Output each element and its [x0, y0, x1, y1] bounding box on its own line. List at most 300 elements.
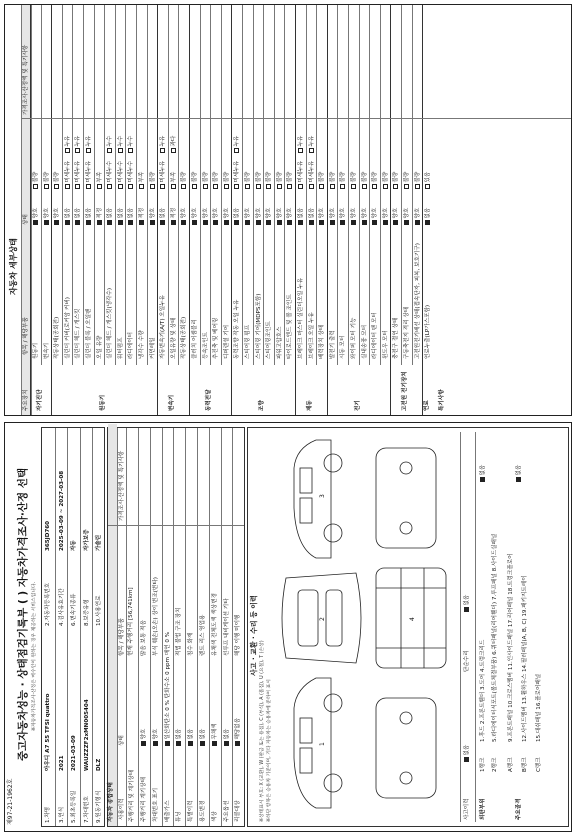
detail-option[interactable] — [160, 208, 166, 225]
summary-row-note: 부식 훼손(오손) 상이 변조(변타) — [152, 577, 159, 656]
vehicle-info-row — [80, 428, 94, 826]
detail-group-label: 동력전달 — [206, 389, 213, 411]
detail-option-text: 부족 — [139, 171, 145, 183]
summary-row-note: 해당 이행 미이행 — [235, 614, 242, 656]
summary-row-state — [212, 723, 218, 746]
detail-item-label: 워터펌프 — [117, 337, 124, 359]
detail-option[interactable] — [75, 208, 81, 225]
vehicle-info-value: WAUZZZF2xMN005404 — [83, 699, 90, 771]
detail-option-text: 없음 — [75, 207, 82, 219]
detail-item-label: 라디에이터 — [128, 331, 135, 359]
detail-option-text: 미세누유 — [234, 160, 241, 183]
summary-row-state-text: 양호 — [141, 728, 147, 740]
checkbox-icon — [192, 184, 197, 189]
detail-option-text: 없음 — [64, 207, 71, 219]
checkbox-icon — [212, 741, 217, 746]
group-separator — [231, 5, 232, 415]
detail-option-text: 불량 — [213, 171, 220, 183]
rank-table — [475, 432, 568, 822]
detail-option-text: 불량 — [351, 171, 357, 183]
detail-option[interactable] — [256, 208, 262, 225]
detail-option-text: 불량 — [276, 171, 283, 183]
detail-option[interactable] — [340, 208, 346, 225]
detail-option-text: 없음 — [308, 207, 315, 219]
checkbox-icon — [234, 184, 239, 189]
detail-option-text: 미세누유 — [75, 160, 82, 183]
detail-option[interactable] — [393, 208, 399, 225]
detail-option-text: 없음 — [234, 207, 241, 219]
summary-header — [117, 428, 126, 826]
detail-option[interactable] — [192, 172, 198, 189]
svg-text:4: 4 — [409, 617, 416, 621]
accident-label: 사고이력 — [464, 798, 470, 820]
detail-option[interactable] — [224, 208, 230, 225]
checkbox-icon — [351, 184, 356, 189]
checkbox-icon — [65, 184, 70, 189]
detail-option[interactable] — [97, 172, 103, 189]
right-title: 자동차 세부상태 — [9, 238, 18, 295]
vehicle-info-value-2: 365JD760 — [45, 520, 51, 551]
checkbox-icon — [139, 184, 144, 189]
checkbox-icon — [235, 741, 240, 746]
detail-option[interactable] — [107, 136, 113, 153]
detail-item-label: 실린더 헤드 / 개스킷 — [75, 308, 82, 359]
detail-option[interactable] — [319, 172, 325, 189]
checkbox-icon — [97, 220, 102, 225]
summary-row-state — [188, 729, 194, 746]
detail-option[interactable] — [192, 208, 198, 225]
group-separator — [30, 5, 31, 415]
checkbox-icon — [86, 220, 91, 225]
detail-option[interactable] — [118, 161, 124, 189]
checkbox-icon — [75, 184, 80, 189]
detail-option[interactable] — [404, 172, 410, 189]
checkbox-icon — [118, 184, 123, 189]
detail-option[interactable] — [298, 136, 304, 153]
checkbox-icon — [54, 184, 59, 189]
group-separator — [189, 5, 190, 415]
detail-option[interactable] — [309, 208, 315, 225]
detail-group-label: 변속기 — [169, 394, 176, 411]
detail-option-text: 불량 — [414, 171, 421, 183]
detail-option[interactable] — [415, 172, 421, 189]
detail-item-label: 등속조인트 — [202, 331, 209, 359]
detail-option-text: 양호 — [393, 207, 400, 219]
summary-row-note: 렌트 리스 영업용 — [200, 614, 206, 656]
detail-option[interactable] — [340, 172, 346, 189]
checkbox-icon — [256, 220, 261, 225]
checkbox-icon — [415, 220, 420, 225]
checkbox-icon — [128, 184, 133, 189]
rank2-label: 2랭크 — [492, 757, 498, 772]
vehicle-info-label-2: 6.변속기종류 — [71, 593, 78, 626]
detail-option-text: 양호 — [361, 207, 368, 219]
rankB-label: B랭크 — [522, 757, 528, 772]
summary-row-state-text: 양호 — [152, 728, 159, 740]
detail-item-label: 실린더 블록 / 오일팬 — [86, 308, 92, 359]
detail-option[interactable] — [277, 208, 283, 225]
checkbox-icon — [86, 184, 91, 189]
detail-option[interactable] — [54, 208, 60, 225]
detail-option[interactable] — [383, 172, 389, 189]
checkbox-icon — [393, 220, 398, 225]
checkbox-icon — [65, 148, 70, 153]
detail-option[interactable] — [65, 136, 71, 153]
checkbox-icon — [256, 184, 261, 189]
detail-option-text: 양호 — [414, 207, 421, 219]
summary-row-label: 배출가스 — [164, 800, 171, 822]
detail-option[interactable] — [319, 208, 325, 225]
checkbox-icon — [330, 184, 335, 189]
detail-option[interactable] — [351, 208, 357, 225]
detail-option-text: 양호 — [276, 207, 283, 219]
detail-option[interactable] — [44, 172, 50, 189]
rankB-parts: 12.사이드멤버 13.휠하우스 14.필러패널(A, B, C) 19.패키지트레이 — [522, 575, 528, 742]
checkbox-icon — [44, 184, 49, 189]
checkbox-icon — [404, 184, 409, 189]
group-separator — [390, 5, 391, 415]
checkbox-icon — [319, 220, 324, 225]
detail-option[interactable] — [330, 172, 336, 189]
checkbox-icon — [192, 220, 197, 225]
checkbox-icon — [372, 184, 377, 189]
detail-group-label: 연료 — [423, 400, 430, 411]
detail-item-label: 발전기 출력 — [329, 330, 336, 359]
right-page — [4, 4, 572, 416]
summary-divider — [108, 525, 244, 526]
detail-item-label: 자동변속기(A/T) 오일누유 — [160, 295, 167, 359]
summary-row-state-text: 무채색 — [211, 723, 218, 740]
detail-option[interactable] — [181, 208, 187, 225]
page-title: 중고자동차성능 · 상태점검기록부 ( ) 자동차가격조사·산정 선택 — [17, 467, 29, 761]
checkbox-icon — [224, 741, 229, 746]
detail-option[interactable] — [97, 208, 103, 225]
detail-option[interactable] — [383, 208, 389, 225]
detail-option-text: 누유 — [86, 135, 92, 147]
vehicle-info-value-2: 가솔린 — [96, 534, 103, 551]
checkbox-icon — [160, 148, 165, 153]
checkbox-icon — [33, 220, 38, 225]
summary-row-label: 리콜대상 — [235, 800, 242, 822]
detail-option[interactable] — [139, 172, 145, 189]
rank1-label: 1랭크 — [480, 757, 486, 772]
detail-option-text: 적정 — [96, 207, 103, 219]
checkbox-icon — [351, 220, 356, 225]
detail-option[interactable] — [266, 172, 272, 189]
detail-option-text: 양호 — [192, 207, 198, 219]
detail-option[interactable] — [54, 172, 60, 189]
checkbox-icon — [393, 184, 398, 189]
detail-item-label: 오일 유량 — [96, 335, 103, 359]
detail-option[interactable] — [150, 172, 156, 189]
summary-row-state-text: 없음 — [176, 728, 183, 740]
detail-option-text: 없음 — [160, 207, 167, 219]
detail-item-label: 클러치 어셈블리 — [192, 319, 198, 359]
summary-row-note: 침수 화재 — [188, 632, 195, 656]
group-separator — [327, 5, 328, 415]
detail-option-text: 미세누유 — [308, 160, 315, 183]
detail-option[interactable] — [415, 208, 421, 225]
detail-option[interactable] — [118, 208, 124, 225]
detail-option[interactable] — [107, 208, 113, 225]
detail-option[interactable] — [234, 208, 240, 225]
mileage-label: 주행거리 및 계기상태 — [129, 769, 135, 822]
detail-option[interactable] — [65, 208, 71, 225]
detail-option-text: 불량 — [149, 171, 156, 183]
detail-option[interactable] — [160, 136, 166, 153]
checkbox-icon — [404, 220, 409, 225]
summary-header-2: 항목 / 해당부품 — [119, 618, 125, 656]
accident-section — [247, 427, 569, 827]
detail-option[interactable] — [44, 208, 50, 225]
summary-header-3: 가격조사·산정액 및 특기사항 — [119, 450, 125, 521]
detail-item-label: 스티어링 펌프 — [245, 324, 251, 359]
detail-option[interactable] — [287, 172, 293, 189]
svg-text:3: 3 — [319, 494, 326, 498]
detail-option-text: 불량 — [372, 171, 379, 183]
summary-row-label: 색상 — [211, 811, 218, 822]
right-rows — [30, 5, 560, 415]
detail-option[interactable] — [393, 172, 399, 189]
detail-option[interactable] — [351, 172, 357, 189]
detail-option[interactable] — [75, 161, 81, 189]
checkbox-icon — [33, 184, 38, 189]
detail-option[interactable] — [245, 172, 251, 189]
detail-option-text: 양호 — [245, 207, 251, 219]
detail-option[interactable] — [171, 136, 177, 153]
checkbox-icon — [200, 741, 205, 746]
summary-row-state — [235, 718, 241, 746]
checkbox-icon — [287, 220, 292, 225]
detail-option-text: 불량 — [33, 171, 39, 183]
detail-option[interactable] — [171, 172, 177, 189]
detail-option-text: 불량 — [54, 171, 61, 183]
detail-option[interactable] — [107, 161, 113, 189]
detail-option[interactable] — [234, 136, 240, 153]
detail-option[interactable] — [362, 208, 368, 225]
detail-option-text: 부족 — [170, 171, 177, 183]
repair-value — [464, 595, 470, 612]
detail-option-text: 양호 — [329, 207, 336, 219]
checkbox-icon — [160, 220, 165, 225]
rankC-parts: 15.대쉬패널 16.플로어패널 — [536, 673, 542, 742]
checkbox-icon — [86, 148, 91, 153]
detail-item-label: 스티어링조인트 — [266, 321, 273, 359]
rankC-label: C랭크 — [536, 757, 542, 772]
detail-item-label: 브레이크 오일 누유 — [308, 312, 315, 359]
detail-item-label: 동력조향 작동 오일 누유 — [234, 299, 241, 359]
detail-option[interactable] — [65, 161, 71, 189]
detail-group-label: 원동기 — [100, 394, 107, 411]
detail-option-text: 누수 — [107, 135, 114, 147]
checkbox-icon — [171, 148, 176, 153]
detail-option[interactable] — [150, 208, 156, 225]
detail-option[interactable] — [213, 208, 219, 225]
detail-item-label: 라디에이터 팬 모터 — [372, 312, 379, 359]
detail-option[interactable] — [213, 172, 219, 189]
detail-option[interactable] — [33, 208, 39, 225]
checkbox-icon — [97, 184, 102, 189]
detail-option[interactable] — [362, 172, 368, 189]
detail-option-text: 불량 — [43, 171, 50, 183]
summary-row-state — [165, 632, 171, 746]
summary-header-0: 사용이력 — [119, 798, 125, 820]
checkbox-icon — [118, 220, 123, 225]
checkbox-icon — [213, 220, 218, 225]
detail-option-text: 불량 — [340, 171, 347, 183]
summary-row-label: 튜닝 — [176, 811, 183, 822]
detail-option-text: 미세누유 — [64, 160, 71, 183]
checkbox-icon — [277, 220, 282, 225]
checkbox-icon — [415, 184, 420, 189]
detail-option-text: 있음 — [425, 171, 432, 183]
detail-option-text: 양호 — [202, 207, 209, 219]
checkbox-icon — [245, 184, 250, 189]
detail-option-text: 양호 — [43, 207, 50, 219]
detail-option[interactable] — [425, 172, 431, 189]
detail-option-text: 양호 — [149, 207, 156, 219]
checkbox-icon — [224, 184, 229, 189]
detail-option[interactable] — [75, 136, 81, 153]
rank1-parts: 1.후드 2.프론트휀더 3.도어 4.트렁크리드 — [480, 639, 486, 742]
summary-row-state-text: 없음 — [188, 728, 195, 740]
checkbox-icon — [150, 220, 155, 225]
detail-option[interactable] — [404, 208, 410, 225]
detail-option[interactable] — [245, 208, 251, 225]
repair-label: 단순수리 — [464, 650, 470, 672]
checkbox-icon — [118, 148, 123, 153]
outer-state-text: 없음 — [480, 464, 486, 476]
detail-option-text: 양호 — [266, 207, 273, 219]
checkbox-icon — [309, 184, 314, 189]
checkbox-icon — [75, 220, 80, 225]
detail-option-text: 적정 — [170, 207, 177, 219]
detail-option-text: 적정 — [139, 207, 145, 219]
right-header-3: 가격조사·산정액 및 특기사항 — [23, 44, 29, 115]
detail-option[interactable] — [171, 208, 177, 225]
detail-item-label: 타이로드엔드 및 볼 조인트 — [287, 294, 294, 359]
vehicle-info-label-2: 8.보증유형 — [83, 599, 90, 626]
detail-option[interactable] — [309, 161, 315, 189]
vehicle-info-value-2: 자동 — [71, 540, 78, 551]
checkbox-icon — [181, 184, 186, 189]
detail-item-label: 브레이크 마스터 실린더오일 누유 — [298, 278, 304, 359]
detail-option[interactable] — [372, 208, 378, 225]
summary-row-note: 선루프 내비게이션 기타 — [223, 598, 230, 656]
checkbox-icon — [383, 184, 388, 189]
detail-option[interactable] — [224, 172, 230, 189]
detail-option[interactable] — [277, 172, 283, 189]
frame-state-text: 없음 — [516, 464, 522, 476]
detail-option-text: 없음 — [86, 207, 92, 219]
detail-option[interactable] — [298, 161, 304, 189]
detail-option[interactable] — [86, 208, 92, 225]
checkbox-icon — [234, 220, 239, 225]
detail-option[interactable] — [203, 208, 209, 225]
detail-option-text: 불량 — [319, 171, 326, 183]
checkbox-icon — [362, 184, 367, 189]
checkbox-icon — [128, 148, 133, 153]
detail-option-text: 불량 — [404, 171, 410, 183]
detail-item-label: 실린더 커버(로커암 커버) — [64, 297, 71, 359]
detail-option[interactable] — [372, 172, 378, 189]
detail-option[interactable] — [128, 161, 134, 189]
detail-item-label: 원동기 — [33, 342, 39, 359]
summary-row-note: 많음 보통 적음 — [141, 620, 147, 656]
checkbox-icon — [309, 220, 314, 225]
detail-option[interactable] — [234, 161, 240, 189]
detail-option-text: 불량 — [255, 171, 262, 183]
car-diagram — [276, 434, 456, 818]
detail-option[interactable] — [298, 208, 304, 225]
detail-option[interactable] — [425, 208, 431, 225]
summary-header-1: 상태 — [119, 735, 125, 746]
car-front-icon — [376, 698, 436, 798]
checkbox-icon — [340, 220, 345, 225]
detail-option[interactable] — [118, 136, 124, 153]
detail-option[interactable] — [181, 172, 187, 189]
detail-item-label: 추진축 및 베어링 — [213, 317, 220, 359]
checkbox-icon — [160, 184, 165, 189]
checkbox-icon — [153, 741, 158, 746]
vehicle-info-label: 5.최초등록일 — [71, 790, 78, 823]
vehicle-info-label-2: 4.검사유효기간 — [58, 588, 65, 626]
detail-option-text: 누수 — [128, 135, 135, 147]
detail-option-text: 없음 — [425, 207, 432, 219]
summary-row-state — [224, 729, 230, 746]
detail-option-text: 양호 — [287, 207, 294, 219]
checkbox-icon — [150, 184, 155, 189]
checkbox-icon — [224, 220, 229, 225]
detail-option[interactable] — [266, 208, 272, 225]
detail-option[interactable] — [256, 172, 262, 189]
checkbox-icon — [319, 184, 324, 189]
detail-option[interactable] — [287, 208, 293, 225]
checkbox-icon — [298, 184, 303, 189]
checkbox-icon — [213, 184, 218, 189]
checkbox-icon — [330, 220, 335, 225]
detail-option[interactable] — [128, 208, 134, 225]
detail-option[interactable] — [160, 161, 166, 189]
detail-option-text: 미세누유 — [86, 160, 92, 183]
detail-option[interactable] — [330, 208, 336, 225]
detail-option[interactable] — [86, 161, 92, 189]
checkbox-icon — [165, 741, 170, 746]
detail-option[interactable] — [128, 136, 134, 153]
checkbox-icon — [107, 220, 112, 225]
detail-option-text: 양호 — [319, 207, 326, 219]
summary-row-label: 용도변경 — [200, 800, 206, 822]
detail-option[interactable] — [309, 136, 315, 153]
checkbox-icon — [188, 741, 193, 746]
detail-option[interactable] — [86, 136, 92, 153]
checkbox-icon — [425, 184, 430, 189]
accident-note-1: ※상태표시 부호: X (교환), W (판금 또는 용접), C (부식), A (흠집), U (요철), T (손상) — [260, 640, 265, 822]
detail-option[interactable] — [33, 172, 39, 189]
svg-text:2: 2 — [319, 617, 326, 621]
checkbox-icon — [266, 220, 271, 225]
detail-item-label: 스티어링 기어(MDPS포함) — [255, 293, 262, 359]
detail-item-label: 작동상태(공회전) — [181, 316, 188, 359]
vehicle-info-row — [92, 428, 106, 826]
detail-option-text: 미세누유 — [160, 160, 167, 183]
detail-option[interactable] — [203, 172, 209, 189]
detail-option[interactable] — [139, 208, 145, 225]
detail-option-text: 양호 — [351, 207, 357, 219]
vehicle-info-label-2: 10.사용연료 — [96, 595, 103, 626]
summary-row-state — [176, 729, 182, 746]
detail-option-text: 불량 — [329, 171, 336, 183]
